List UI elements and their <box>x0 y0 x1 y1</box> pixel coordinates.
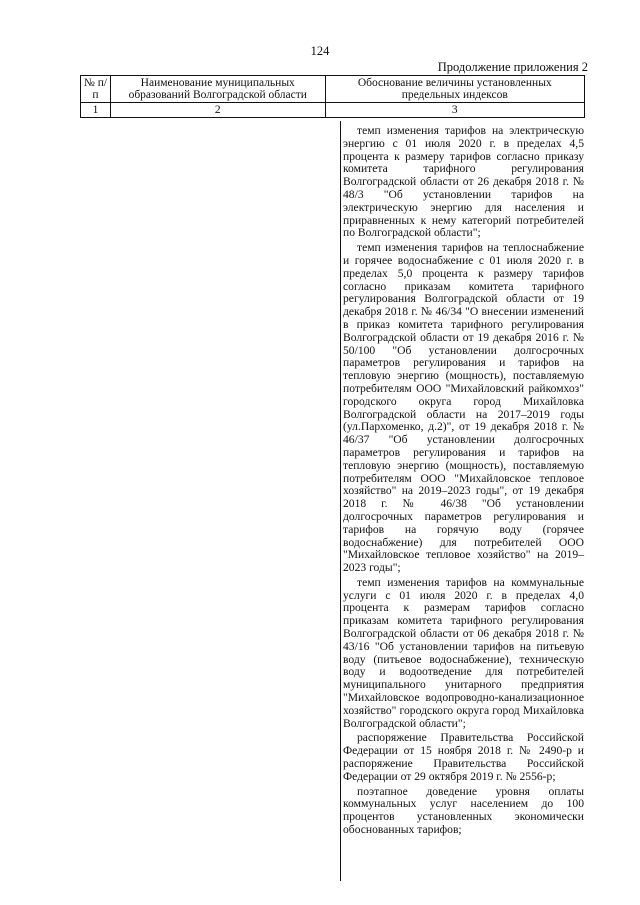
col2-title: Наименование муниципальных образований Волгоградской области <box>110 76 325 103</box>
table-header <box>80 75 585 118</box>
paragraph-electricity-tariff: темп изменения тарифов на электрическую энергию с 01 июля 2020 г. в пределах 4,5 процента к размеру тарифов согласно приказу комитета тарифного регулирования Волгоградской области от 26 декабря 2018 г. № 48/3 "Об установлении тарифов на электрическую энергию для населения и приравненных к нему категорий потребителей по Волгоградской области"; <box>343 124 584 240</box>
table-header-numbers-row <box>81 103 585 118</box>
appendix-continuation-label: Продолжение приложения 2 <box>437 60 588 74</box>
col1-number: 1 <box>81 103 111 118</box>
col3-title: Обоснование величины установленных предельных индексов <box>325 76 584 103</box>
page-number: 124 <box>310 44 330 58</box>
paragraph-government-order: распоряжение Правительства Российской Федерации от 15 ноября 2018 г. № 2490-р и распоряжение Правительства Российской Федерации от 29 октября 2019 г. № 2556-р; <box>343 731 584 783</box>
justification-text-column <box>343 125 584 839</box>
paragraph-utility-tariff: темп изменения тарифов на коммунальные услуги с 01 июля 2020 г. в пределах 4,0 процента к размерам тарифов согласно приказам комитета тарифного регулирования Волгоградской области от 06 декабря 2018 г. № 43/16 "Об установлении тарифов на питьевую воду (питьевое водоснабжение), техническую воду и водоотведение для потребителей муниципального унитарного предприятия "Михайловское водопроводно-канализационное хозяйство" городского округа город Михайловка Волгоградской области"; <box>343 575 584 730</box>
paragraph-heat-tariff: темп изменения тарифов на теплоснабжение и горячее водоснабжение с 01 июля 2020 г. в пределах 5,0 процента к размеру тарифов согласно приказам комитета тарифного регулирования Волгоградской области от 19 декабря 2018 г. № 46/34 "О внесении изменений в приказ комитета тарифного регулирования Волгоградской области от 19 декабря 2016 г. № 50/100 "Об установлении долгосрочных параметров регулирования и тарифов на тепловую энергию (мощность), поставляемую потребителям ООО "Михайловский райкомхоз" городского округа город Михайловка Волгоградской области на 2017–2019 годы (ул.Пархоменко, д.2)", от 19 декабря 2018 г. № 46/37 "Об установлении долгосрочных параметров регулирования и тарифов на тепловую энергию (мощность), поставляемую потребителям ООО "Михайловское тепловое хозяйство" на 2019–2023 годы", от 19 декабря 2018 г. № 46/38 "Об установлении долгосрочных параметров регулирования и тарифов на горячую воду (горячее водоснабжение) для потребителей ООО "Михайловское тепловое хозяйство" на 2019–2023 годы"; <box>343 241 584 575</box>
paragraph-phased-payment: поэтапное доведение уровня оплаты коммунальных услуг населением до 100 процентов установленных экономически обоснованных тарифов; <box>343 784 584 837</box>
col1-title: № п/п <box>81 76 111 103</box>
col2-number: 2 <box>110 103 325 118</box>
col3-number: 3 <box>325 103 584 118</box>
table-header-titles-row <box>81 76 585 103</box>
